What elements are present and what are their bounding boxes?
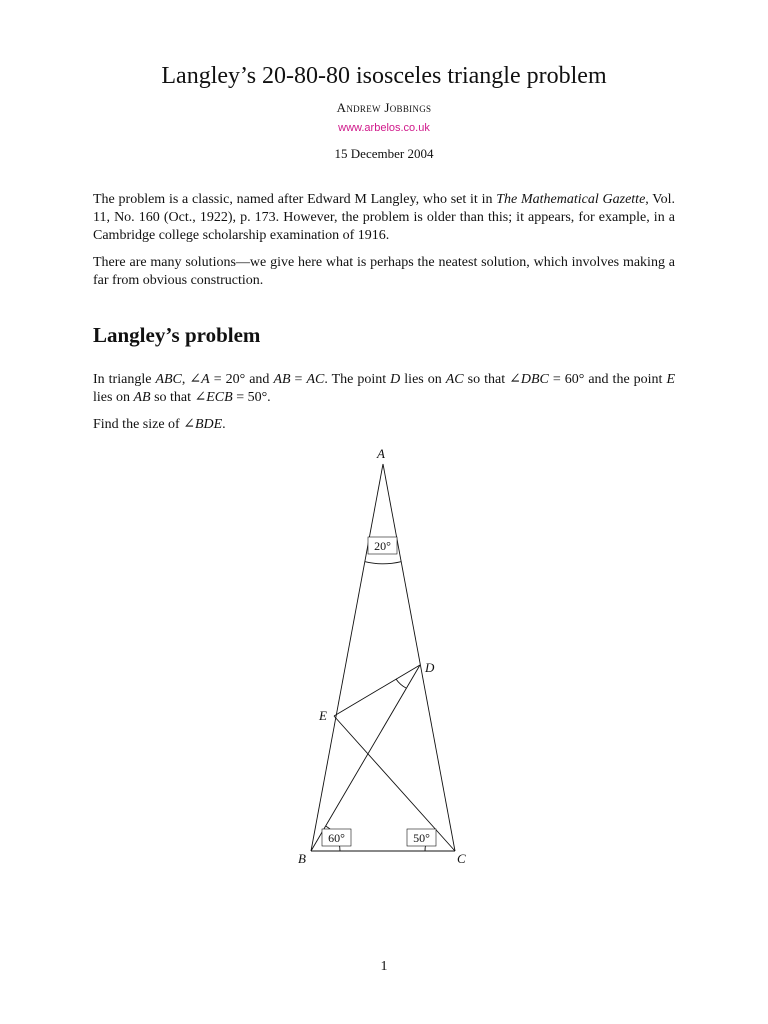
question-text: Find the size of ∠ xyxy=(93,417,195,432)
statement-text: In triangle xyxy=(93,372,156,387)
statement-math: D xyxy=(390,372,401,387)
question-math: BDE xyxy=(194,417,223,432)
intro-paragraph-1 xyxy=(93,191,675,245)
angle-arc-d xyxy=(396,679,406,688)
statement-text: = 50°. xyxy=(232,390,271,405)
segment-de xyxy=(334,665,420,716)
intro-text-a: The problem is a classic, named after Edward M Langley, who set it in xyxy=(93,192,497,207)
side-ac xyxy=(383,464,455,851)
statement-math: AC xyxy=(306,372,325,387)
segment-ce xyxy=(334,716,455,851)
segment-bd xyxy=(311,665,420,851)
vertex-label-d: D xyxy=(425,660,435,675)
statement-math: AC xyxy=(445,372,464,387)
angle-arc-a xyxy=(365,562,401,564)
statement-text: lies on xyxy=(93,390,134,405)
statement-text: so that ∠ xyxy=(150,390,207,405)
publication-date: 15 December 2004 xyxy=(334,146,434,161)
vertex-label-b: B xyxy=(298,851,306,866)
intro-text-b: , Vol. 11, No. 160 (Oct., 1922), p. 173. However, the problem is older than this; it appears, for example, in a Cambridge college scholarship examination of 1916. xyxy=(93,192,676,243)
side-ab xyxy=(311,464,383,851)
problem-question xyxy=(93,416,675,434)
statement-math: E xyxy=(666,372,676,387)
angle-label-c: 50° xyxy=(413,831,430,845)
statement-math: AB xyxy=(273,372,291,387)
statement-text: so that ∠ xyxy=(463,372,521,387)
statement-text: . The point xyxy=(324,372,391,387)
author-name: Andrew Jobbings xyxy=(336,100,432,115)
question-text: . xyxy=(222,417,226,432)
statement-text: = xyxy=(290,372,307,387)
vertex-label-a: A xyxy=(377,446,385,461)
problem-statement xyxy=(93,371,675,407)
author-website-link[interactable]: www.arbelos.co.uk xyxy=(338,122,430,134)
section-heading: Langley’s problem xyxy=(93,323,261,347)
statement-math: A xyxy=(201,372,210,387)
journal-name: The Mathematical Gazette xyxy=(496,192,646,207)
statement-text: , ∠ xyxy=(181,372,202,387)
statement-text: lies on xyxy=(400,372,446,387)
statement-math: AB xyxy=(133,390,151,405)
statement-math: ABC xyxy=(155,372,182,387)
page-number: 1 xyxy=(380,959,388,974)
angle-label-a: 20° xyxy=(374,539,391,553)
vertex-label-c: C xyxy=(457,851,466,866)
statement-text: = 60° and the point xyxy=(548,372,667,387)
statement-math: DBC xyxy=(520,372,549,387)
triangle-figure xyxy=(280,440,490,875)
statement-math: ECB xyxy=(206,390,233,405)
angle-label-b: 60° xyxy=(328,831,345,845)
statement-text: = 20° and xyxy=(209,372,274,387)
paper-title: Langley’s 20-80-80 isosceles triangle problem xyxy=(161,63,607,89)
intro-paragraph-2: There are many solutions—we give here what is perhaps the neatest solution, which involves making a far from obvious construction. xyxy=(93,255,675,288)
vertex-label-e: E xyxy=(319,708,327,723)
